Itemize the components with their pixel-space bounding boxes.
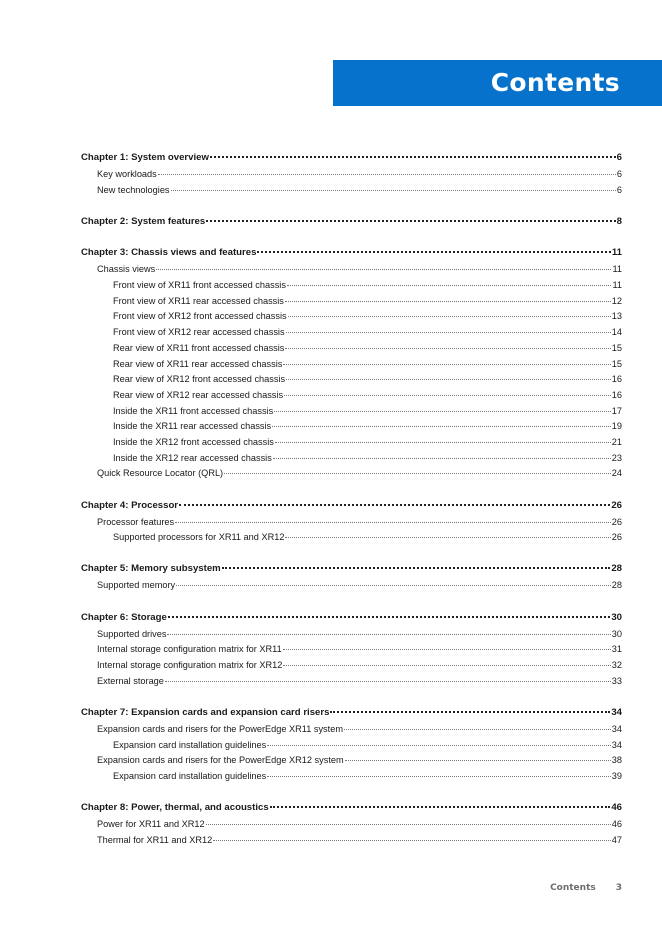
toc-entry-title: Rear view of XR11 rear accessed chassis [113, 358, 283, 369]
toc-entry-title: Chapter 5: Memory subsystem [81, 563, 221, 575]
toc-page-number: 8 [616, 215, 622, 227]
dot-leader [257, 251, 610, 253]
toc-entry-title: Front view of XR12 rear accessed chassis [113, 327, 285, 338]
dot-leader [176, 585, 611, 586]
toc-entry-row[interactable] [81, 341, 622, 357]
dot-leader [167, 634, 610, 635]
page-footer [550, 883, 622, 893]
dot-leader [213, 840, 611, 841]
toc-entry-row[interactable] [81, 817, 622, 833]
toc-page-number: 34 [611, 723, 622, 734]
dot-leader [206, 824, 611, 825]
toc-entry-title: Rear view of XR12 front accessed chassis [113, 374, 286, 385]
toc-entry-title: External storage [97, 675, 164, 686]
toc-entry-row[interactable] [81, 466, 622, 482]
toc-page-number: 14 [611, 327, 622, 338]
toc-entry-row[interactable] [81, 278, 622, 294]
toc-entry-row[interactable] [81, 404, 622, 420]
toc-page-number: 11 [612, 280, 622, 291]
toc-page-number: 21 [611, 436, 622, 447]
toc-chapter-row[interactable] [81, 498, 622, 514]
dot-leader [273, 458, 611, 459]
toc-entry-title: Chapter 2: System features [81, 215, 206, 227]
toc-entry-row[interactable] [81, 627, 622, 643]
toc-entry-title: Front view of XR12 front accessed chassis [113, 311, 287, 322]
dot-leader [284, 395, 611, 396]
dot-leader [272, 426, 611, 427]
toc-entry-title: Thermal for XR11 and XR12 [97, 834, 213, 845]
dot-leader [283, 665, 610, 666]
toc-page-number: 47 [611, 834, 622, 845]
toc-page-number: 13 [611, 311, 622, 322]
toc-entry-title: Expansion cards and risers for the PowerEdge XR12 system [97, 755, 344, 766]
toc-chapter-block [81, 705, 622, 785]
toc-entry-row[interactable] [81, 674, 622, 690]
toc-entry-row[interactable] [81, 357, 622, 373]
footer-section-label: Contents [550, 883, 596, 893]
toc-page-number: 11 [611, 247, 622, 259]
toc-entry-row[interactable] [81, 372, 622, 388]
toc-page-number: 26 [611, 532, 622, 543]
toc-entry-row[interactable] [81, 451, 622, 467]
dot-leader [274, 411, 611, 412]
toc-chapter-block [81, 214, 622, 230]
dot-leader [224, 473, 611, 474]
dot-leader [179, 504, 610, 506]
toc-entry-title: Chassis views [97, 264, 156, 275]
toc-entry-title: Internal storage configuration matrix for XR12 [97, 659, 283, 670]
toc-chapter-row[interactable] [81, 610, 622, 626]
toc-page-number: 28 [611, 580, 622, 591]
toc-entry-title: Chapter 8: Power, thermal, and acoustics [81, 802, 269, 814]
toc-entry-title: Chapter 6: Storage [81, 611, 167, 623]
toc-page-number: 15 [611, 358, 622, 369]
toc-entry-row[interactable] [81, 833, 622, 849]
dot-leader [206, 220, 615, 222]
toc-page-number: 12 [611, 295, 622, 306]
dot-leader [344, 729, 611, 730]
toc-entry-title: Quick Resource Locator (QRL) [97, 468, 224, 479]
toc-entry-row[interactable] [81, 419, 622, 435]
toc-chapter-row[interactable] [81, 245, 622, 261]
toc-page-number: 11 [612, 264, 622, 275]
dot-leader [158, 174, 616, 175]
dot-leader [286, 332, 611, 333]
toc-entry-row[interactable] [81, 183, 622, 199]
toc-page-number: 34 [611, 706, 622, 718]
footer-page-number: 3 [615, 883, 622, 893]
toc-page-number: 32 [611, 659, 622, 670]
toc-entry-title: Rear view of XR11 front accessed chassis [113, 342, 285, 353]
page-title: Contents [490, 68, 620, 97]
toc-entry-row[interactable] [81, 309, 622, 325]
table-of-contents [81, 150, 622, 864]
toc-entry-title: Power for XR11 and XR12 [97, 819, 205, 830]
toc-page-number: 16 [611, 389, 622, 400]
toc-entry-title: New technologies [97, 184, 170, 195]
toc-page-number: 24 [611, 468, 622, 479]
toc-entry-row[interactable] [81, 435, 622, 451]
dot-leader [285, 537, 610, 538]
toc-entry-title: Supported processors for XR11 and XR12 [113, 532, 285, 543]
toc-entry-row[interactable] [81, 515, 622, 531]
toc-entry-title: Front view of XR11 rear accessed chassis [113, 295, 284, 306]
toc-entry-title: Expansion card installation guidelines [113, 770, 267, 781]
toc-page-number: 46 [611, 802, 622, 814]
toc-page-number: 6 [616, 152, 622, 163]
toc-entry-row[interactable] [81, 578, 622, 594]
toc-page-number: 39 [611, 770, 622, 781]
dot-leader [288, 316, 611, 317]
dot-leader [286, 379, 611, 380]
toc-entry-row[interactable] [81, 294, 622, 310]
dot-leader [283, 364, 610, 365]
toc-page-number: 6 [616, 169, 622, 179]
toc-chapter-block [81, 245, 622, 482]
dot-leader [285, 301, 611, 302]
dot-leader [283, 649, 611, 650]
toc-entry-row[interactable] [81, 262, 622, 278]
toc-entry-title: Rear view of XR12 rear accessed chassis [113, 389, 284, 400]
toc-entry-row[interactable] [81, 753, 622, 769]
toc-entry-row[interactable] [81, 738, 622, 754]
toc-page-number: 23 [611, 452, 622, 463]
dot-leader [275, 442, 611, 443]
toc-chapter-row[interactable] [81, 705, 622, 721]
toc-entry-title: Inside the XR11 rear accessed chassis [113, 421, 272, 432]
toc-entry-row[interactable] [81, 658, 622, 674]
toc-entry-row[interactable] [81, 325, 622, 341]
toc-page-number: 38 [611, 755, 622, 766]
toc-page-number: 26 [611, 516, 622, 527]
toc-page-number: 17 [611, 405, 622, 416]
toc-page-number: 28 [611, 563, 622, 575]
toc-chapter-row[interactable] [81, 800, 622, 816]
dot-leader [345, 760, 611, 761]
toc-entry-title: Processor features [97, 516, 175, 527]
toc-entry-title: Inside the XR12 rear accessed chassis [113, 452, 272, 463]
toc-page-number: 16 [611, 374, 622, 385]
toc-entry-title: Chapter 4: Processor [81, 499, 179, 511]
dot-leader [270, 806, 611, 808]
toc-chapter-row[interactable] [81, 150, 622, 166]
toc-entry-row[interactable] [81, 388, 622, 404]
dot-leader [171, 190, 616, 191]
toc-entry-title: Key workloads [97, 169, 157, 179]
toc-chapter-block [81, 498, 622, 546]
toc-entry-title: Supported memory [97, 580, 176, 591]
dot-leader [222, 567, 611, 569]
toc-page-number: 31 [611, 644, 622, 655]
toc-page-number: 19 [611, 421, 622, 432]
toc-entry-row[interactable] [81, 769, 622, 785]
toc-entry-title: Inside the XR11 front accessed chassis [113, 405, 274, 416]
toc-entry-title: Supported drives [97, 628, 167, 639]
toc-chapter-block [81, 561, 622, 594]
dot-leader [175, 522, 611, 523]
dot-leader [330, 711, 610, 713]
dot-leader [287, 285, 612, 286]
contents-heading-banner [333, 60, 662, 106]
toc-entry-title: Front view of XR11 front accessed chassis [113, 280, 286, 291]
toc-entry-row[interactable] [81, 167, 622, 183]
toc-entry-title: Internal storage configuration matrix for XR11 [97, 644, 282, 655]
toc-entry-title: Chapter 1: System overview [81, 152, 209, 163]
toc-page-number: 46 [611, 819, 622, 830]
toc-chapter-row[interactable] [81, 561, 622, 577]
dot-leader [285, 348, 610, 349]
toc-page-number: 30 [611, 611, 622, 623]
dot-leader [168, 616, 610, 618]
toc-page-number: 34 [611, 739, 622, 750]
dot-leader [210, 156, 616, 158]
dot-leader [156, 269, 611, 270]
toc-entry-row[interactable] [81, 530, 622, 546]
toc-chapter-block [81, 610, 622, 690]
toc-page-number: 6 [616, 184, 622, 195]
toc-entry-title: Chapter 3: Chassis views and features [81, 247, 257, 259]
toc-page-number: 33 [611, 675, 622, 686]
toc-entry-title: Chapter 7: Expansion cards and expansion card risers [81, 706, 330, 718]
toc-page-number: 15 [611, 342, 622, 353]
toc-chapter-row[interactable] [81, 214, 622, 230]
dot-leader [165, 681, 611, 682]
toc-entry-title: Expansion cards and risers for the PowerEdge XR11 system [97, 723, 343, 734]
toc-page-number: 30 [611, 628, 622, 639]
dot-leader [267, 776, 611, 777]
toc-chapter-block [81, 800, 622, 848]
toc-chapter-block [81, 150, 622, 198]
toc-entry-title: Inside the XR12 front accessed chassis [113, 436, 274, 447]
toc-page-number: 26 [611, 499, 622, 511]
toc-entry-title: Expansion card installation guidelines [113, 739, 267, 750]
dot-leader [267, 745, 611, 746]
toc-entry-row[interactable] [81, 722, 622, 738]
toc-entry-row[interactable] [81, 642, 622, 658]
